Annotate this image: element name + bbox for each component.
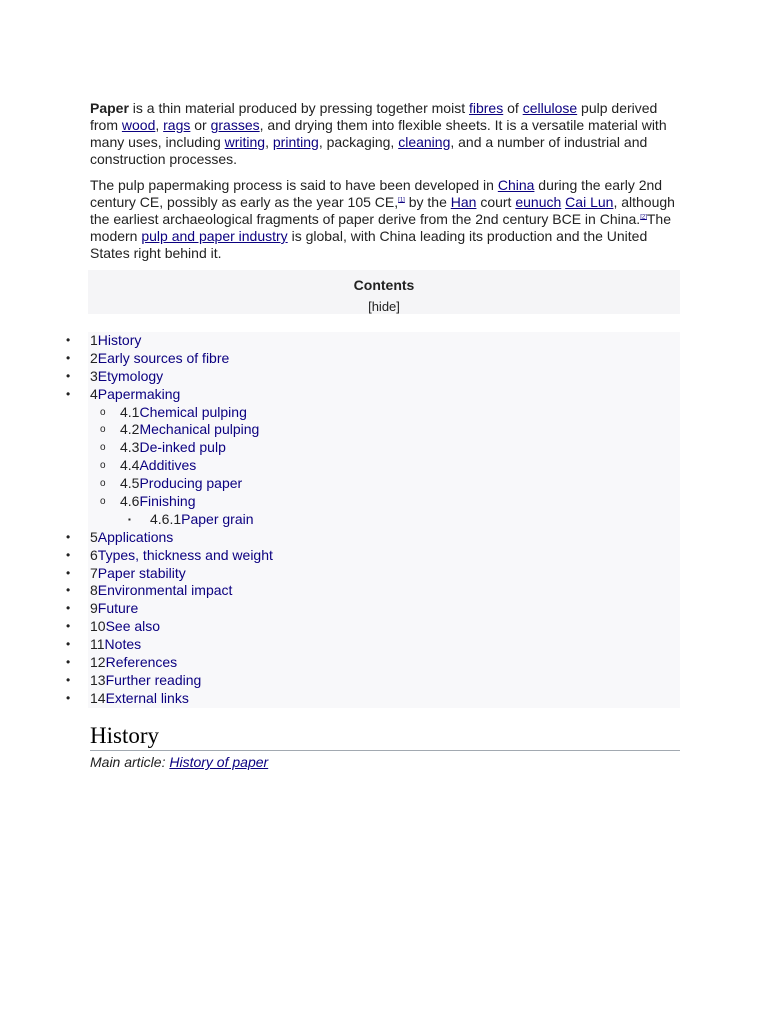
- circle-bullet-icon: o: [100, 442, 106, 454]
- link-china[interactable]: China: [497, 177, 535, 193]
- toc-entry[interactable]: [120, 439, 226, 457]
- toc-item[interactable]: [0, 404, 680, 422]
- toc-number: 2: [90, 349, 98, 366]
- toc-entry[interactable]: [90, 600, 138, 618]
- intro-paragraph-1: [90, 100, 682, 168]
- toc-row-background: [88, 600, 680, 618]
- link-cai-lun[interactable]: Cai Lun: [565, 194, 614, 210]
- toc-row-background: [88, 332, 680, 350]
- toc-number: 4: [90, 385, 98, 402]
- toc-text[interactable]: Early sources of fibre: [97, 349, 230, 366]
- toc-text[interactable]: Applications: [97, 528, 174, 545]
- text: pulp derived from: [90, 100, 658, 133]
- bullet-icon: •: [66, 583, 71, 598]
- toc-entry[interactable]: [120, 404, 247, 422]
- toc-entry[interactable]: [120, 457, 196, 475]
- link-writing[interactable]: writing: [224, 134, 266, 150]
- text: , and a number of industrial and construction processes.: [90, 134, 648, 167]
- intro-paragraph-2: [90, 177, 682, 262]
- toc-number: 1: [90, 332, 98, 348]
- bullet-icon: •: [66, 601, 71, 616]
- bullet-icon: •: [66, 619, 71, 634]
- toc-entry[interactable]: [90, 690, 189, 708]
- bullet-icon: •: [66, 547, 71, 562]
- toc-text[interactable]: Finishing: [139, 493, 196, 510]
- toc-header: [88, 270, 680, 314]
- toc-text[interactable]: Notes: [104, 636, 142, 653]
- toc-text[interactable]: Paper stability: [97, 564, 186, 581]
- toc-number: 4.3: [120, 439, 140, 456]
- toc-entry[interactable]: [90, 672, 201, 690]
- toc-number: 13: [90, 671, 106, 688]
- toc-number: 10: [90, 618, 106, 635]
- link-han[interactable]: Han: [450, 194, 477, 210]
- text: ,: [155, 117, 164, 133]
- toc-number: 7: [90, 564, 98, 581]
- link-rags[interactable]: rags: [163, 117, 191, 133]
- toc-item[interactable]: [0, 457, 680, 475]
- bullet-icon: •: [66, 565, 71, 580]
- text: , packaging,: [318, 134, 399, 150]
- circle-bullet-icon: o: [100, 424, 106, 436]
- toc-text[interactable]: Mechanical pulping: [139, 421, 260, 438]
- toc-text[interactable]: Future: [97, 600, 139, 617]
- toc-text[interactable]: Environmental impact: [97, 582, 233, 599]
- toc-number: 6: [90, 546, 98, 563]
- bullet-icon: •: [66, 655, 71, 670]
- link-cleaning[interactable]: cleaning: [398, 134, 451, 150]
- toc-entry[interactable]: [90, 529, 173, 547]
- link-printing[interactable]: printing: [272, 134, 319, 150]
- toc-item[interactable]: [0, 547, 680, 565]
- toc-item[interactable]: [0, 493, 680, 511]
- square-bullet-icon: ▪: [128, 514, 131, 524]
- text: is a thin material produced by pressing together moist: [128, 100, 469, 116]
- toc-entry[interactable]: [120, 421, 259, 439]
- toc-text[interactable]: History: [97, 332, 142, 348]
- toc-entry[interactable]: [90, 332, 141, 350]
- toc-text[interactable]: Papermaking: [97, 385, 181, 402]
- toc-number: 11: [90, 636, 105, 653]
- toc-entry[interactable]: [120, 493, 196, 511]
- toc-item[interactable]: [0, 672, 680, 690]
- toc-item[interactable]: [0, 654, 680, 672]
- toc-text[interactable]: Etymology: [97, 367, 164, 384]
- toc-number: 3: [90, 367, 98, 384]
- toc-item[interactable]: [0, 350, 680, 368]
- text: or: [190, 117, 211, 133]
- toc-entry[interactable]: [90, 350, 229, 368]
- hatnote-prefix: Main article:: [90, 754, 170, 770]
- circle-bullet-icon: o: [100, 460, 106, 472]
- reference-1[interactable]: [398, 197, 405, 203]
- toc-list: [0, 332, 680, 708]
- text: during the early 2nd century CE, possibly as early as the year 105 CE,: [90, 177, 663, 210]
- toc-row-background: [88, 529, 680, 547]
- text: is global, with China leading its production and the United States right behind it.: [90, 228, 648, 261]
- toc-item[interactable]: [0, 690, 680, 708]
- text: , and drying them into flexible sheets. It is a versatile material with many uses, including: [90, 117, 667, 150]
- toc-entry[interactable]: [90, 582, 232, 600]
- toc-item[interactable]: [0, 368, 680, 386]
- toc-number: 4.6.1: [150, 510, 182, 527]
- toc-entry[interactable]: [90, 547, 273, 565]
- toc-item[interactable]: [0, 618, 680, 636]
- history-heading: History: [90, 722, 680, 751]
- toc-text[interactable]: Additives: [139, 457, 197, 474]
- reference-1-link[interactable]: [1]: [398, 197, 405, 204]
- link-pulp-and-paper-industry[interactable]: pulp and paper industry: [141, 228, 288, 244]
- toc-item[interactable]: [0, 636, 680, 654]
- toc-text[interactable]: De-inked pulp: [139, 439, 226, 456]
- toc-row-background: [88, 618, 680, 636]
- toc-item[interactable]: [0, 332, 680, 350]
- circle-bullet-icon: o: [100, 406, 106, 418]
- toc-number: 8: [90, 582, 98, 599]
- toc-text[interactable]: Paper grain: [181, 510, 254, 527]
- toc-item[interactable]: [0, 439, 680, 457]
- toc-hide-toggle[interactable]: [hide]: [368, 299, 400, 314]
- toc-entry[interactable]: [150, 511, 254, 529]
- toc-number: 5: [90, 528, 98, 545]
- toc-item[interactable]: [0, 421, 680, 439]
- toc-text[interactable]: Types, thickness and weight: [97, 546, 273, 563]
- toc-item[interactable]: [0, 529, 680, 547]
- reference-2[interactable]: [640, 214, 647, 220]
- toc-entry[interactable]: [90, 636, 141, 654]
- toc-item[interactable]: [0, 565, 680, 583]
- toc-entry[interactable]: [90, 565, 186, 583]
- link-cellulose[interactable]: cellulose: [522, 100, 578, 116]
- toc-entry[interactable]: [90, 654, 177, 672]
- bullet-icon: •: [66, 672, 71, 687]
- link-history-of-paper[interactable]: History of paper: [169, 754, 269, 770]
- toc-number: 14: [90, 689, 106, 706]
- toc-item[interactable]: [0, 475, 680, 493]
- toc-number: 4.1: [120, 403, 140, 420]
- toc-title: Contents: [353, 277, 415, 293]
- toc-text[interactable]: See also: [105, 618, 161, 635]
- toc-text[interactable]: External links: [105, 689, 189, 706]
- toc-number: 4.5: [120, 475, 140, 492]
- bullet-icon: •: [66, 350, 71, 365]
- bullet-icon: •: [66, 368, 71, 383]
- hatnote: [90, 754, 268, 771]
- circle-bullet-icon: o: [100, 496, 106, 508]
- toc-number: 9: [90, 600, 98, 617]
- link-wood[interactable]: wood: [121, 117, 156, 133]
- toc-text[interactable]: Producing paper: [139, 475, 243, 492]
- text: by the: [404, 194, 451, 210]
- toc-number: 12: [90, 654, 106, 671]
- toc-entry[interactable]: [90, 386, 180, 404]
- toc-row-background: [88, 636, 680, 654]
- text: ,: [265, 134, 273, 150]
- toc-item[interactable]: [0, 582, 680, 600]
- toc-item[interactable]: [0, 386, 680, 404]
- toc-entry[interactable]: [120, 475, 242, 493]
- link-fibres[interactable]: fibres: [468, 100, 504, 116]
- circle-bullet-icon: o: [100, 478, 106, 490]
- toc-text[interactable]: Further reading: [105, 671, 202, 688]
- bullet-icon: •: [66, 690, 71, 705]
- reference-2-link[interactable]: [2]: [640, 214, 647, 221]
- text: , although the earliest archaeological fragments of paper derive from the 2nd century BCE in China.: [90, 194, 675, 227]
- toc-item[interactable]: [0, 511, 680, 529]
- link-eunuch[interactable]: eunuch: [515, 194, 562, 210]
- toc-entry[interactable]: [90, 368, 163, 386]
- toc-number: 4.6: [120, 493, 140, 510]
- text: The modern: [90, 211, 671, 244]
- toc-entry[interactable]: [90, 618, 160, 636]
- toc-number: 4.4: [120, 457, 140, 474]
- toc-item[interactable]: [0, 600, 680, 618]
- term-paper: Paper: [90, 100, 129, 116]
- link-grasses[interactable]: grasses: [210, 117, 260, 133]
- toc-row-background: [88, 368, 680, 386]
- bullet-icon: •: [66, 529, 71, 544]
- text: The pulp papermaking process is said to have been developed in: [90, 177, 498, 193]
- toc-number: 4.2: [120, 421, 140, 438]
- text: court: [476, 194, 516, 210]
- text: of: [503, 100, 523, 116]
- toc-text[interactable]: Chemical pulping: [139, 403, 247, 420]
- bullet-icon: •: [66, 386, 71, 401]
- toc-text[interactable]: References: [105, 654, 178, 671]
- bullet-icon: •: [66, 637, 71, 652]
- bullet-icon: •: [66, 333, 71, 347]
